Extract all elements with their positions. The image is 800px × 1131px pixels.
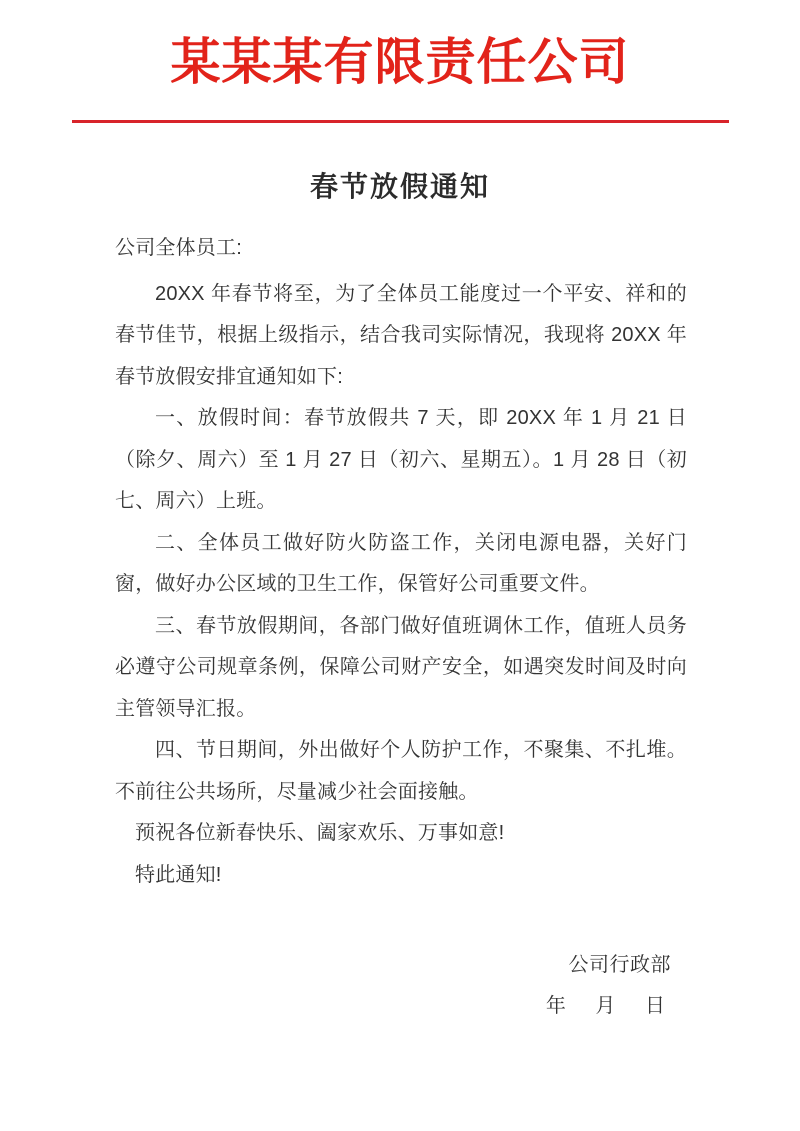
page-title: 春节放假通知 (309, 171, 490, 202)
closing-notice: 特此通知! (135, 863, 222, 886)
paragraph-item-3: 三、春节放假期间，各部门做好值班调休工作，值班人员务必遵守公司规章条例，保障公司财产安全，如遇突发时间及时向主管领导汇报。 (115, 614, 687, 720)
paragraph-item-4: 四、节日期间，外出做好个人防护工作，不聚集、不扎堆。不前往公共场所，尽量减少社会面接触。 (115, 739, 687, 803)
letterhead-divider (72, 120, 729, 123)
letterhead (0, 0, 800, 123)
paragraph-item-2: 二、全体员工做好防火防盗工作，关闭电源电器，关好门窗，做好办公区域的卫生工作，保管好公司重要文件。 (115, 531, 687, 595)
salutation: 公司全体员工: (115, 237, 242, 259)
closing-greeting: 预祝各位新春快乐、阖家欢乐、万事如意! (135, 822, 505, 844)
paragraph-intro: 20XX 年春节将至，为了全体员工能度过一个平安、祥和的春节佳节，根据上级指示，结合我司实际情况，我现将 20XX 年春节放假安排宜通知如下: (115, 282, 687, 388)
signature-department: 公司行政部 (568, 954, 671, 976)
paragraph-item-1: 一、放假时间：春节放假共 7 天，即 20XX 年 1 月 21 日（除夕、周六）至 1 月 27 日（初六、星期五）。1 月 28 日（初七、周六）上班。 (115, 407, 687, 512)
company-name: 某某某有限责任公司 (170, 34, 630, 90)
document-body (115, 228, 687, 896)
signature-date-line: 年 月 日 (545, 995, 677, 1017)
signature-block (115, 945, 687, 1027)
